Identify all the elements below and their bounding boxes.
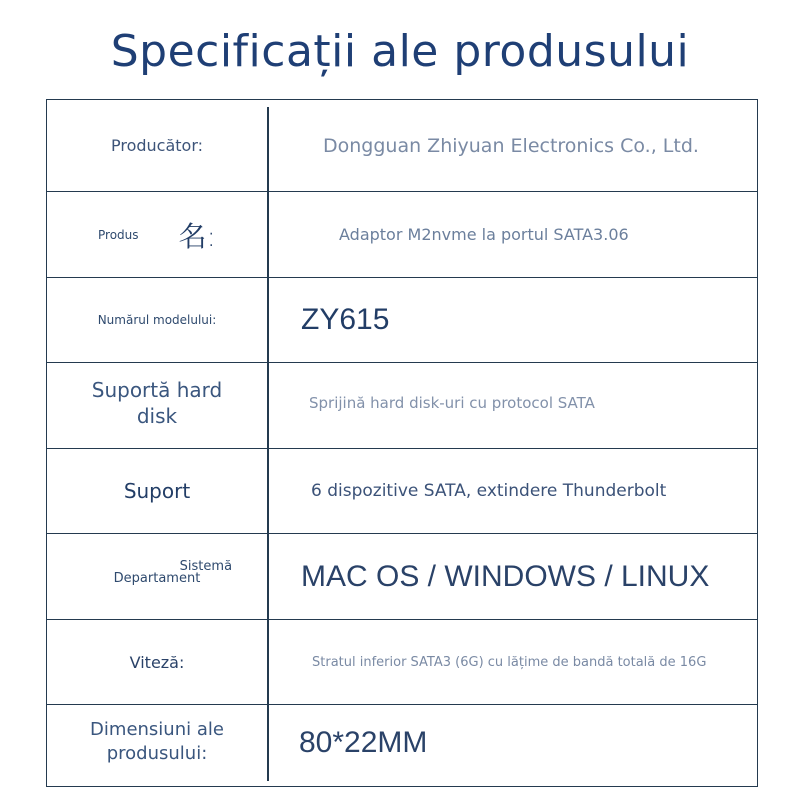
spec-value-cell xyxy=(269,100,757,191)
spec-label: Suport xyxy=(123,479,191,503)
spec-value: MAC OS / WINDOWS / LINUX xyxy=(301,559,710,593)
spec-value: Sprijină hard disk-uri cu protocol SATA xyxy=(309,393,595,412)
spec-value-cell xyxy=(269,534,757,619)
spec-value-cell xyxy=(269,278,757,362)
spec-label: Departament xyxy=(113,571,201,586)
spec-value: Stratul inferior SATA3 (6G) cu lățime de bandă totală de 16G xyxy=(312,654,707,670)
spec-label-cell xyxy=(47,534,267,619)
spec-label: Suportă hard disk xyxy=(91,377,223,428)
spec-label-cell xyxy=(47,192,267,277)
spec-row-product-name xyxy=(47,191,757,277)
spec-row-hard-disk-support xyxy=(47,362,757,448)
spec-row-manufacturer xyxy=(47,100,757,191)
spec-row-support xyxy=(47,448,757,533)
spec-row-dimensions xyxy=(47,704,757,787)
spec-value-cell xyxy=(269,192,757,277)
spec-row-speed xyxy=(47,619,757,704)
spec-value-cell xyxy=(269,620,757,704)
spec-value: 80*22MM xyxy=(299,726,428,759)
spec-label-extra: 名: xyxy=(178,219,216,253)
spec-value: Dongguan Zhiyuan Electronics Co., Ltd. xyxy=(323,134,699,157)
spec-label: Numărul modelului: xyxy=(97,313,217,327)
spec-label: Dimensiuni ale produsului: xyxy=(90,719,224,764)
spec-value-cell xyxy=(269,363,757,448)
spec-table xyxy=(46,99,758,787)
spec-label-overlay: Sistemă xyxy=(179,559,233,574)
spec-label: Producător: xyxy=(110,136,204,155)
spec-value: ZY615 xyxy=(301,303,390,336)
spec-value-cell xyxy=(269,705,757,787)
spec-value: 6 dispozitive SATA, extindere Thunderbolt xyxy=(311,481,667,501)
spec-value-cell xyxy=(269,449,757,533)
spec-row-operating-system xyxy=(47,533,757,619)
spec-row-model-number xyxy=(47,277,757,362)
overlapping-label xyxy=(113,559,233,586)
spec-label: Viteză: xyxy=(129,652,185,672)
spec-label: Produs xyxy=(98,227,139,242)
spec-value: Adaptor M2nvme la portul SATA3.06 xyxy=(339,225,629,244)
page-title: Specificații ale produsului xyxy=(110,26,690,77)
